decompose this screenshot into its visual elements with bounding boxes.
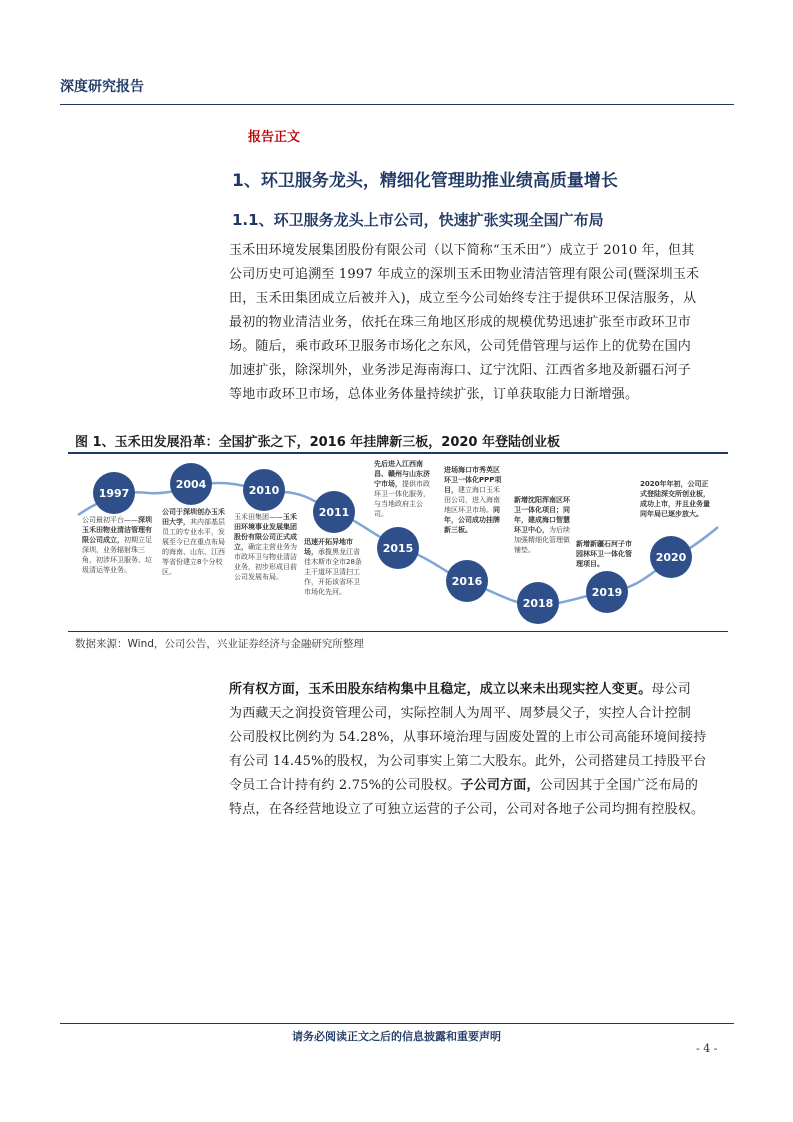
paragraph-line: 场。随后，乘市政环卫服务市场化之东风，公司凭借管理与运作上的优势在国内: [229, 339, 692, 354]
paragraph-company-intro: [229, 239, 719, 407]
figure-bottom-rule: [68, 631, 728, 632]
paragraph-line: 田，玉禾田集团成立后被并入)，成立至今公司始终专注于提供环卫保洁服务，从: [229, 291, 697, 306]
header-divider: [60, 104, 734, 105]
note-2019: [576, 539, 638, 569]
note-2020-b: 并且业务量同年局已逐步放大。: [640, 500, 710, 518]
note-2020-a: 2020年年初，公司正式登陆深交所创业板，成功上市，: [640, 480, 710, 508]
page-number: - 4 -: [696, 1042, 718, 1055]
year-2020-marker: [650, 536, 692, 578]
note-2004-a: 公司于深圳创办玉禾田大学，: [162, 508, 225, 526]
paragraph-line: [229, 774, 719, 798]
note-2018-b: 同年，建成海口智慧环卫中心，: [514, 506, 570, 534]
note-2018-a: 新增沈阳浑南区环卫一体化项目；: [514, 496, 570, 514]
note-2010: [234, 512, 300, 582]
note-2011: [304, 537, 366, 597]
note-2010-a: 玉禾田集团——: [234, 513, 283, 521]
note-2004: [162, 507, 230, 577]
note-2010-b: 玉禾田环境事业发展集团股份有限公司正式成立，: [234, 513, 297, 551]
paragraph-line: 公司历史可追溯至 1997 年成立的深圳玉禾田物业清洁管理有限公司(暨深圳玉禾: [229, 267, 700, 282]
note-1997-c: 初期立足深圳，业务辐射珠三角，初涉环卫服务、垃圾清运等业务。: [82, 536, 152, 574]
year-2016-marker: [446, 560, 488, 602]
paragraph-line: 有公司 14.45%的股权，为公司事实上第二大股东。此外，公司搭建员工持股平台: [229, 754, 707, 769]
paragraph-line: 加速扩张，除深圳外，业务涉足海南海口、辽宁沈阳、江西省多地及新疆石河子: [229, 363, 692, 378]
note-2018-c: 为后续加强精细化管理做铺垫。: [514, 526, 570, 554]
paragraph-line: 公司股权比例约为 54.28%，从事环境治理与固废处置的上市公司高能环境间接持: [229, 730, 707, 745]
note-2011-a: 迅速开拓异地市场，: [304, 538, 353, 556]
note-2015-a: 先后进入江西南昌、赣州与山东济宁市场，: [374, 460, 430, 488]
note-2011-b: 承揽黑龙江省佳木斯市全市28条主干道环卫清扫工作，开拓该省环卫市场化先河。: [304, 548, 362, 596]
note-2016-c: 同年，公司成功挂牌新三板。: [444, 506, 500, 534]
note-1997-a: 公司最初平台——: [82, 516, 138, 524]
year-2015-label: 2015: [382, 542, 414, 555]
year-2010-label: 2010: [248, 484, 280, 497]
note-2019-a: 新增新疆石河子市园林环卫一体化管理项目。: [576, 540, 632, 568]
footer-divider: [60, 1023, 734, 1024]
subsidiary-lead: 子公司方面，: [460, 778, 540, 793]
employee-share-text: 令员工合计持有约 2.75%的公司股权。: [229, 778, 461, 793]
year-2018-label: 2018: [522, 597, 554, 610]
paragraph-line: 特点，在各经营地设立了可独立运营的子公司，公司对各地子公司均拥有控股权。: [229, 802, 705, 817]
note-2016-b: 建立海口玉禾田公司，进入海南地区环卫市场。: [444, 486, 500, 514]
paragraph-line: 玉禾田环境发展集团股份有限公司（以下简称“玉禾田”）成立于 2010 年，但其: [229, 243, 695, 258]
note-2010-c: 确定主营业务为市政环卫与物业清洁业务，初步形成目前公司发展布局。: [234, 543, 297, 581]
heading-1: 1、环卫服务龙头，精细化管理助推业绩高质量增长: [232, 171, 618, 191]
report-header-title: 深度研究报告: [60, 79, 144, 95]
paragraph-ownership: [229, 678, 719, 822]
year-2019-label: 2019: [591, 586, 623, 599]
year-2011-marker: [313, 491, 355, 533]
subsidiary-text: 公司因其于全国广泛布局的: [539, 778, 699, 793]
figure-title: 图 1、玉禾田发展沿革：全国扩张之下，2016 年挂牌新三板，2020 年登陆创业板: [75, 435, 560, 450]
paragraph-line: 等地市政环卫市场，总体业务体量持续扩张，订单获取能力日渐增强。: [229, 387, 639, 402]
year-2015-marker: [377, 527, 419, 569]
footer-disclaimer: 请务必阅读正文之后的信息披露和重要声明: [292, 1030, 501, 1043]
heading-2: 1.1、环卫服务龙头上市公司，快速扩张实现全国广布局: [232, 211, 604, 229]
note-2004-b: 其内部基层员工的专业水平，发展至今已在重点布局的海南、山东、江西等省份建立8个分校区。: [162, 518, 225, 576]
year-1997-label: 1997: [98, 487, 130, 500]
ownership-text: 母公司: [651, 682, 692, 697]
note-2020: [640, 479, 710, 519]
year-2010-marker: [243, 469, 285, 511]
ownership-lead: 所有权方面，玉禾田股东结构集中且稳定，成立以来未出现实控人变更。: [229, 682, 652, 697]
note-2015: [374, 459, 436, 519]
year-1997-marker: [93, 472, 135, 514]
figure-source: 数据来源：Wind，公司公告，兴业证券经济与金融研究所整理: [75, 638, 364, 650]
year-2016-label: 2016: [451, 575, 483, 588]
figure-top-rule: [68, 452, 728, 454]
year-2020-label: 2020: [655, 551, 687, 564]
development-timeline: [68, 455, 728, 630]
note-2016-a: 进场海口市秀英区环卫一体化PPP项目，: [444, 466, 502, 494]
year-2018-marker: [517, 582, 559, 624]
paragraph-line: 为西藏天之润投资管理公司，实际控制人为周平、周梦晨父子，实控人合计控制: [229, 706, 692, 721]
note-2018: [514, 495, 574, 555]
note-2016: [444, 465, 506, 535]
note-1997: [82, 515, 152, 575]
year-2019-marker: [586, 571, 628, 613]
section-label: 报告正文: [248, 130, 301, 145]
year-2004-marker: [170, 463, 212, 505]
year-2011-label: 2011: [318, 506, 350, 519]
note-2015-b: 提供市政环卫一体化服务，与当地政府主公司。: [374, 480, 430, 518]
paragraph-line: [229, 678, 719, 702]
paragraph-line: 最初的物业清洁业务，依托在珠三角地区形成的规模优势迅速扩张至市政环卫市: [229, 315, 692, 330]
year-2004-label: 2004: [175, 478, 207, 491]
note-1997-b: 深圳玉禾田物业清洁管理有限公司成立，: [82, 516, 152, 544]
